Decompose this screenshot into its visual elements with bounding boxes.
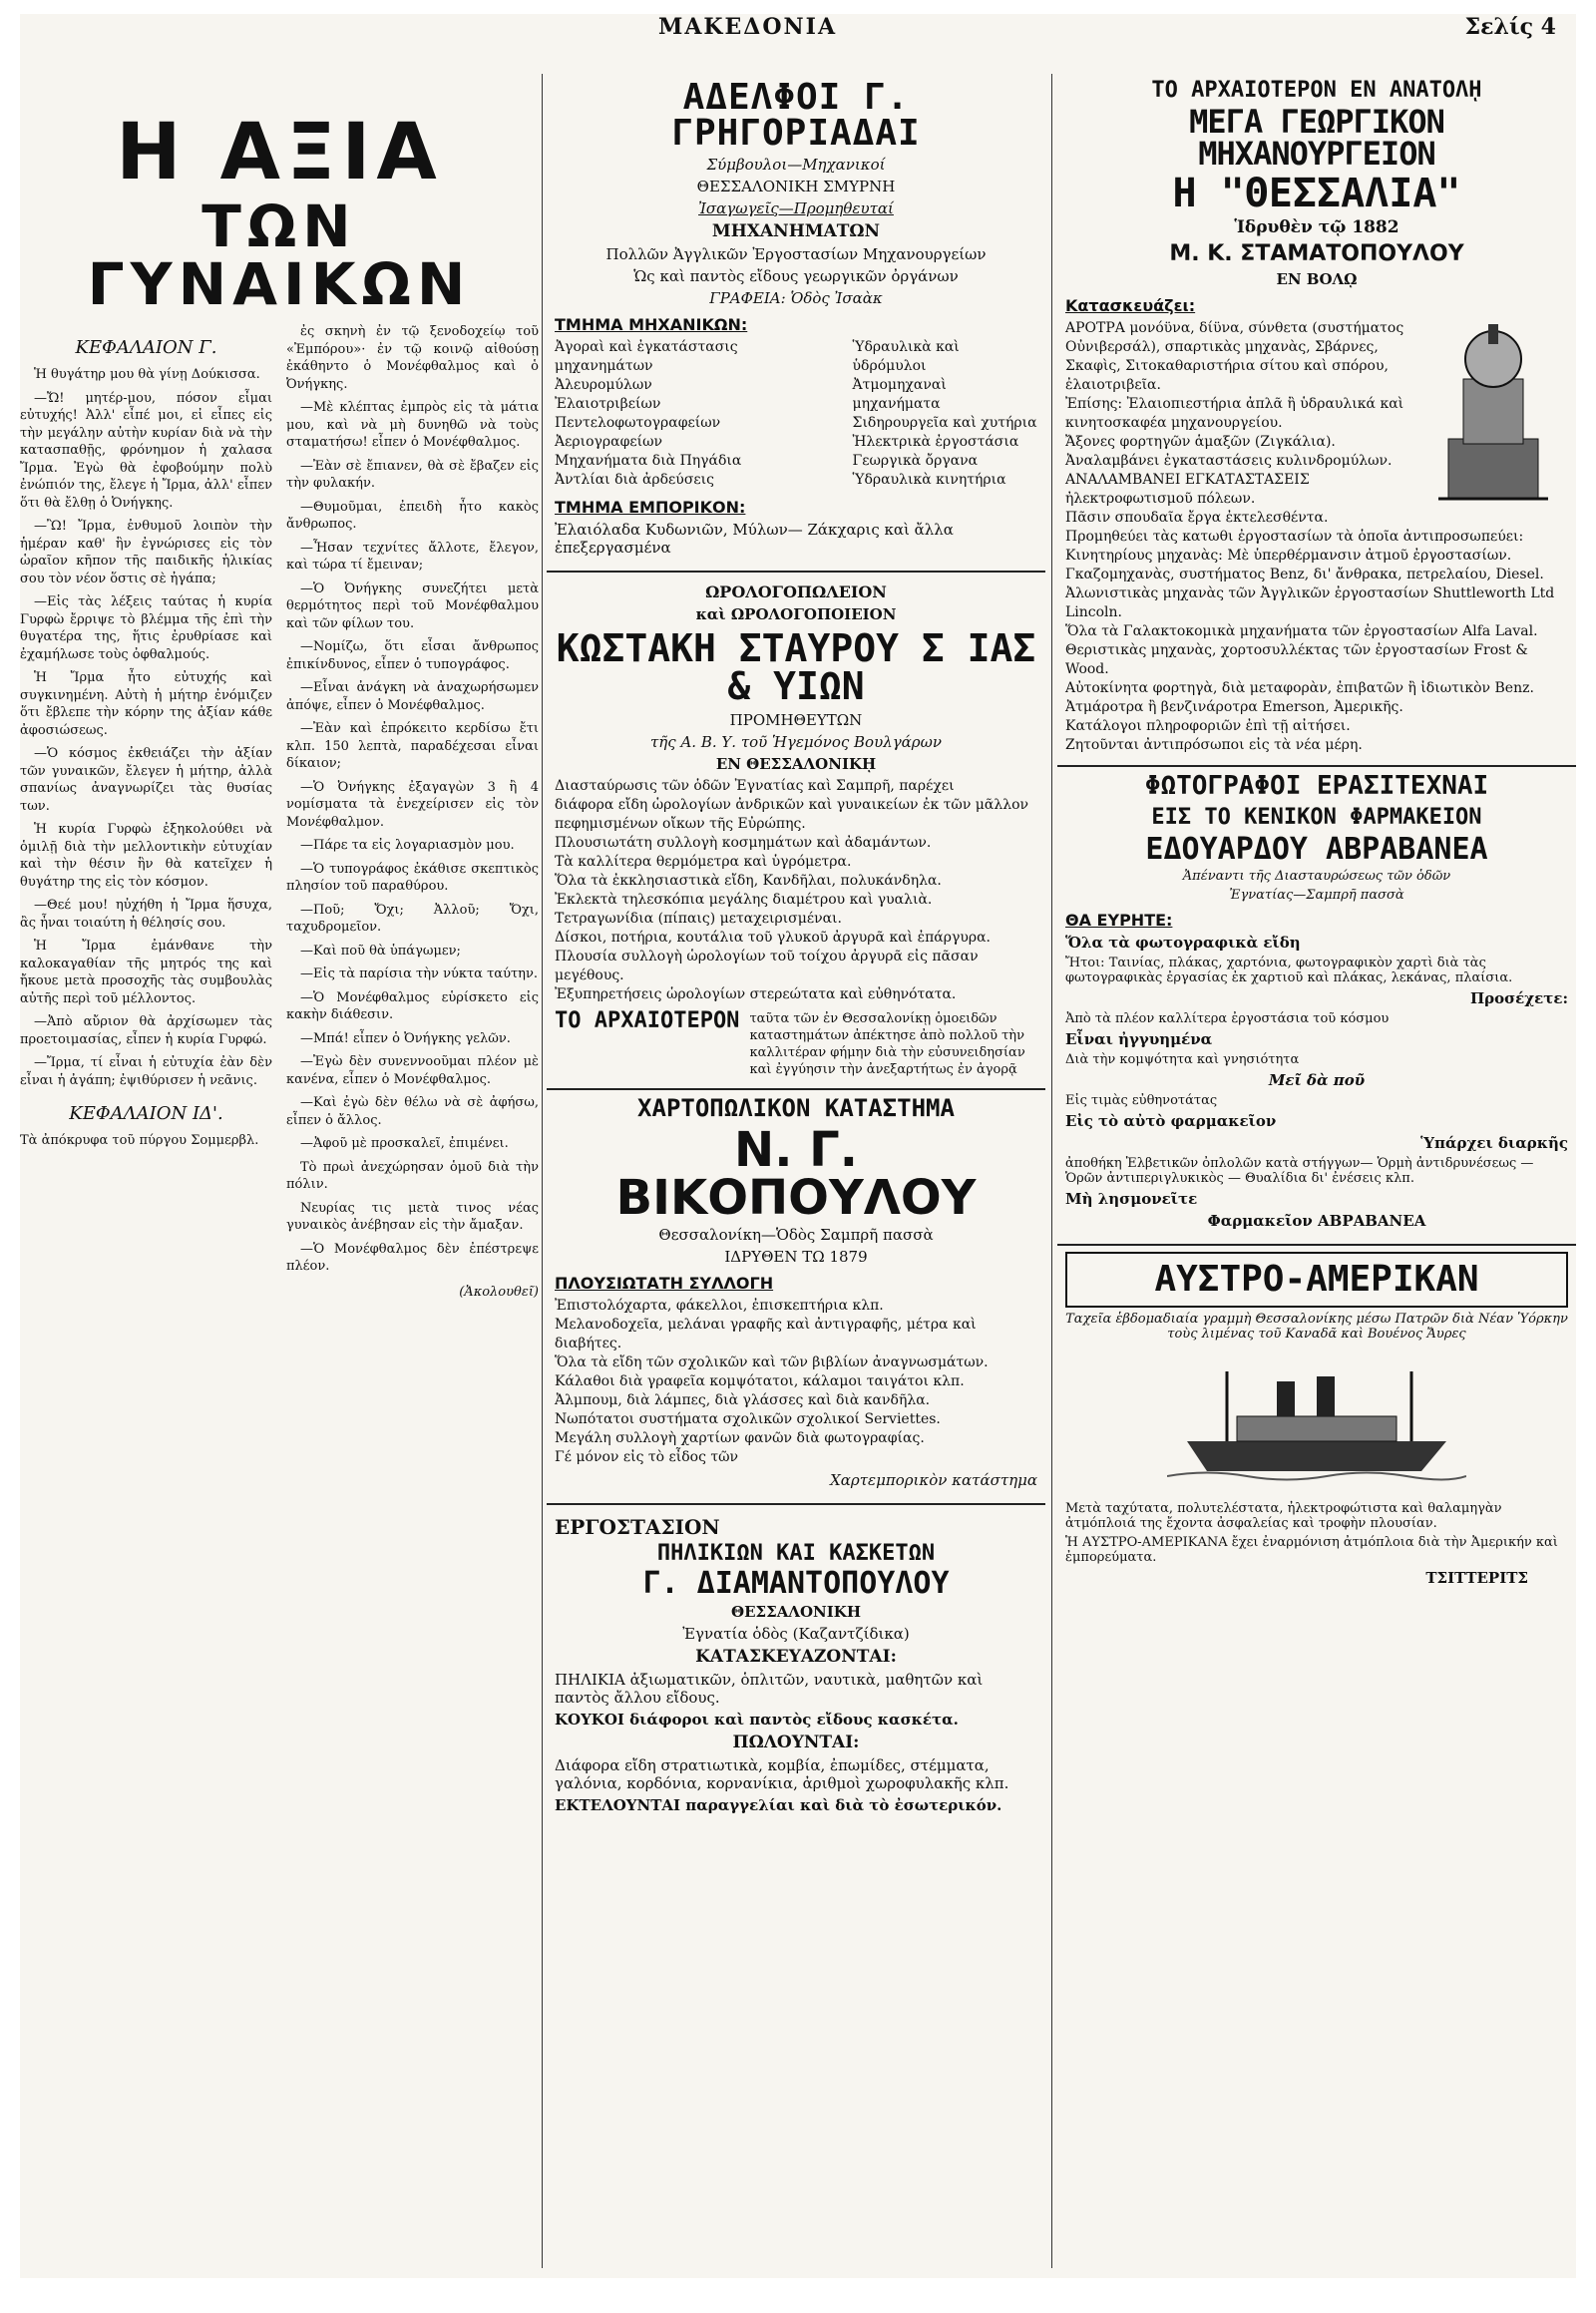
serial-paragraph: —Ὁ Ὀνήγκης ἐξαγαγὼν 3 ἢ 4 νομίσματα τὰ ἐνεχείρισεν εἰς τὸν Μονέφθαλμον.: [286, 779, 539, 830]
serial-paragraph: —Πάρε τα εἰς λογαριασμὸν μου.: [300, 838, 515, 853]
ad-line: Ὅλα τὰ φωτογραφικὰ εἴδη: [1065, 934, 1301, 952]
ad-list-item: Ἄξονες φορτηγῶν ἁμαξῶν (Ζιγκάλια).: [1065, 434, 1336, 450]
ad-stavrou: [547, 573, 1045, 1090]
ad-body: Μετὰ ταχύτατα, πολυτελέστατα, ἠλεκτροφώτιστα καὶ θαλαμηγὰν ἀτμόπλοιά της ἔχοντα ἀσφαλείας καὶ τροφὴν πλουσίαν.: [1065, 1501, 1502, 1531]
ad-list-item: Ἀτμομηχαναὶ μηχανήματα: [852, 377, 947, 412]
serial-right-subcolumn: [286, 323, 539, 1301]
serial-paragraph: —Ὁ Ὀνήγκης συνεζήτει μετὰ θερμότητος περὶ τοῦ Μονέφθαλμου καὶ τῶν φίλων του.: [286, 580, 539, 631]
ad-subtitle: τῆς Α. Β. Υ. τοῦ Ἡγεμόνος Βουλγάρων: [650, 733, 942, 751]
serial-paragraph: —Ἦσαν τεχνίτες ἄλλοτε, ἔλεγον, καὶ τώρα τί ἔμειναν;: [286, 540, 539, 573]
ad-vikopoulou: [547, 1090, 1045, 1505]
ad-line: ἀποθήκη Ἑλβετικῶν ὀπλολῶν κατὰ στήγγων— Ὁρμὴ ἀντιδρυνέσεως — Ὁρῶν ἀντιπεριγλυκικὸς — Θυαλίδια δι' ἐνέσεις κλπ.: [1065, 1156, 1534, 1186]
ad-subtitle: Ἀπέναντι τῆς Διασταυρώσεως τῶν ὁδῶν: [1182, 869, 1451, 884]
ad-list-item: διάφορα εἴδη ὡρολογίων ἀνδρικῶν καὶ γυναικείων ἐκ τῶν μᾶλλον πεφημισμένων οἴκων τῆς Εὐρώπης.: [555, 797, 1029, 832]
ad-list-item: ΑΝΑΛΑΜΒΑΝΕΙ ΕΓΚΑΤΑΣΤΑΣΕΙΣ ἠλεκτροφωτισμοῦ πόλεων.: [1065, 472, 1310, 507]
serial-paragraph: —Ἀπὸ αὔριον θὰ ἀρχίσωμεν τὰς προετοιμασίας, εἶπεν ἡ κυρία Γυρφώ.: [20, 1014, 272, 1047]
ad-list-item: Διασταύρωσις τῶν ὁδῶν Ἐγνατίας καὶ Σαμπρῆ, παρέχει: [555, 778, 955, 794]
machine-illustration-icon: [1418, 319, 1568, 509]
ad-footer-text: Χαρτεμπορικὸν κατάστημα: [830, 1471, 1037, 1489]
serial-paragraph: —Ἐγὼ δὲν συνεννοοῦμαι πλέον μὲ κανένα, εἶπεν ὁ Μονέφθαλμος.: [286, 1054, 539, 1087]
ad-line: Εἶναι ἠγγυημένα: [1065, 1030, 1213, 1048]
serial-title-line2: ΤΩΝ ΓΥΝΑΙΚΩΝ: [87, 193, 472, 318]
ad-footer-text: ταῦτα τῶν ἐν Θεσσαλονίκῃ ὁμοειδῶν καταστημάτων ἀπέκτησε ἀπὸ πολλοῦ τὴν καλλιτέραν φήμην διὰ τὴν εὐσυνειδησίαν καὶ ἐγγύησιν τὴν ἀνεξαρτήτως ἐν ἀγορᾷ: [749, 1011, 1025, 1077]
ad-heading: ΕΡΓΟΣΤΑΣΙΟΝ: [555, 1515, 720, 1539]
ad-subtitle: Ἐγνατίας—Σαμπρῆ πασσὰ: [1229, 888, 1404, 903]
ad-list-item: Ἀγοραὶ καὶ ἐγκατάστασις μηχανημάτων: [555, 339, 738, 374]
serial-paragraph: Νευρίας τις μετὰ τινος νέας γυναικὸς ἀνέβησαν εἰς τὴν ἄμαξαν.: [286, 1200, 539, 1233]
newspaper-name: ΜΑΚΕΔΟΝΙΑ: [658, 14, 838, 40]
ad-subtitle: Ἰσαγωγεῖς—Προμηθευταί: [698, 199, 894, 217]
ad-title: ΑΔΕΛΦΟΙ Γ. ΓΡΗΓΟΡΙΑΔΑΙ: [671, 77, 921, 154]
ad-footer-title: ΤΟ ΑΡΧΑΙΟΤΕΡΟΝ: [555, 1008, 740, 1033]
serial-left-subcolumn: [20, 323, 272, 1301]
ad-thessalia: [1057, 74, 1576, 767]
ad-list-item: Νωπότατοι συστήματα σχολικῶν σχολικοί Serviettes.: [555, 1411, 941, 1427]
ad-list-item: Τετραγωνίδια (πίπαις) μεταχειρισμέναι.: [555, 911, 842, 927]
ad-avravanea: [1057, 767, 1576, 1246]
ad-list-item: Ἀναλαμβάνει ἐγκαταστάσεις κυλινδρομύλων.: [1065, 453, 1393, 469]
ad-heading: ΠΩΛΟΥΝΤΑΙ:: [732, 1733, 860, 1752]
ad-list-item: Δίσκοι, ποτήρια, κουτάλια τοῦ γλυκοῦ ἀργυρᾶ καὶ ἐπάργυρα.: [555, 930, 991, 946]
ad-line: ΕΚΤΕΛΟΥΝΤΑΙ παραγγελίαι καὶ διὰ τὸ ἐσωτερικόν.: [555, 1796, 1002, 1814]
ad-title: ΚΩΣΤΑΚΗ ΣΤΑΥΡΟΥ Σ ΙΑΣ & ΥΙΩΝ: [556, 626, 1036, 708]
ad-list-item: Σιδηρουργεῖα καὶ χυτήρια: [852, 415, 1037, 431]
ad-heading: καὶ ΩΡΟΛΟΓΟΠΟΙΕΙΟΝ: [695, 605, 897, 623]
chapter-heading-end: ΚΕΦΑΛΑΙΟΝ ΙΔ'.: [69, 1103, 223, 1124]
ad-section-heading: ΠΛΟΥΣΙΩΤΑΤΗ ΣΥΛΛΟΓΗ: [555, 1274, 774, 1293]
serial-paragraph: Ἡ θυγάτηρ μου θὰ γίνῃ Δούκισσα.: [34, 367, 260, 382]
ad-section-heading: ΤΜΗΜΑ ΜΗΧΑΝΙΚΩΝ:: [555, 315, 748, 334]
ad-list-item: Ὅλα τὰ Γαλακτοκομικὰ μηχανήματα τῶν ἐργοστασίων Alfa Laval.: [1065, 623, 1538, 639]
ad-subtitle: ΕΝ ΘΕΣΣΑΛΟΝΙΚῌ: [715, 755, 877, 773]
ad-line: Ὑπάρχει διαρκῆς: [1420, 1134, 1568, 1152]
ad-list-item: Ζητοῦνται ἀντιπρόσωποι εἰς τὰ νέα μέρη.: [1065, 737, 1363, 753]
ad-title: ΧΑΡΤΟΠΩΛΙΚΟΝ ΚΑΤΑΣΤΗΜΑ: [637, 1094, 955, 1122]
ad-list-item: Κατάλογοι πληροφοριῶν ἐπὶ τῇ αἰτήσει.: [1065, 718, 1351, 734]
ad-list-item: Ἐπιστολόχαρτα, φάκελλοι, ἐπισκεπτήρια κλπ.: [555, 1298, 884, 1314]
serial-paragraph: —Ὤ! μητέρ-μου, πόσον εἶμαι εὐτυχής! Ἀλλ' εἶπέ μοι, εἰ εἶπες εἰς τὴν μεγάλην αὐτὴν κυρίαν διὰ νὰ τὴν κατασπαθῇς, φρόνημον ἡ χαλασα Ἴρμα. Ἐγὼ θὰ ἐφοβούμην πολὺ ἐνώπιόν της, ἔλεγε ἡ Ἴρμα, ἀλλ' εἶπεν ὅτι θὰ ἔλθῃ ὁ Ὀνήγκης.: [20, 390, 272, 511]
serial-paragraph: Ἡ Ἴρμα ἐμάνθανε τὴν καλοκαγαθίαν τῆς μητρός της καὶ ἤκουε μετὰ προσοχῆς τὰς συμβουλὰς αὐτῆς περὶ τοῦ μέλλοντος.: [20, 939, 272, 1006]
ad-line: Εἰς τὸ αὐτὸ φαρμακεῖον: [1065, 1112, 1277, 1130]
ad-subtitle: Ταχεῖα ἑβδομαδιαία γραμμὴ Θεσσαλονίκης μέσω Πατρῶν διὰ Νέαν Ὑόρκην τοὺς λιμένας τοῦ Καναδᾶ καὶ Βουένος Ἄυρες: [1065, 1312, 1568, 1342]
serial-text-end: Τὰ ἀπόκρυφα τοῦ πύργου Σομμερβλ.: [20, 1133, 259, 1148]
ad-line: Ἀπὸ τὰ πλέον καλλίτερα ἐργοστάσια τοῦ κόσμου: [1065, 1011, 1390, 1026]
ad-line: Ὡς καὶ παντὸς εἴδους γεωργικῶν ὀργάνων: [633, 267, 959, 285]
ad-grigoriadai: [547, 74, 1045, 573]
ad-list: [555, 338, 839, 490]
ad-list-item: Ἐλαιοτριβείων: [555, 396, 661, 412]
page-number: Σελίς 4: [1464, 14, 1556, 40]
ad-subtitle: ΕΝ ΒΟΛῼ: [1276, 270, 1358, 288]
serial-paragraph: Ἡ κυρία Γυρφὼ ἐξηκολούθει νὰ ὁμιλῇ διὰ τὴν μελλοντικὴν εὐτυχίαν καὶ τὴν θέσιν ἣν θὰ κατεῖχεν ἡ θυγάτηρ της εἰς τὸν κόσμον.: [20, 822, 272, 890]
ad-list-item: Πλουσιωτάτη συλλογὴ κοσμημάτων καὶ ἀδαμάντων.: [555, 835, 932, 851]
ad-list-item: Πλουσία συλλογὴ ὡρολογίων τοῦ τοίχου ἀργυρᾶ εἰς πᾶσαν μεγέθους.: [555, 949, 979, 983]
ad-section-heading: ΘΑ ΕΥΡΗΤΕ:: [1065, 911, 1173, 930]
serial-paragraph: —Ἐὰν καὶ ἐπρόκειτο κερδίσω ἔτι κλπ. 150 λεπτὰ, παραδέχεσαι εἶναι δίκαιον;: [286, 721, 539, 771]
ad-line: Ἐλαιόλαδα Κυδωνιῶν, Μύλων— Ζάκχαρις καὶ ἄλλα ἐπεξεργασμένα: [555, 521, 954, 557]
ad-list-item: Γεωργικὰ ὄργανα: [852, 453, 979, 469]
serial-paragraph: —Ὁ τυπογράφος ἐκάθισε σκεπτικὸς πλησίον τοῦ παραθύρου.: [286, 861, 539, 894]
continued-note: (Ἀκολουθεῖ): [459, 1284, 539, 1300]
ad-list-item: Γκαζομηχανὰς, συστήματος Benz, δι' ἄνθρακα, πετρελαίου, Diesel.: [1065, 567, 1544, 582]
ad-subtitle: Θεσσαλονίκη—Ὁδὸς Σαμπρῆ πασσὰ: [658, 1226, 934, 1244]
ad-list-item: Ὑδραυλικὰ κινητήρια: [852, 472, 1006, 488]
ad-list-item: Ἐξυπηρετήσεις ὡρολογίων στερεώτατα καὶ εὐθηνότατα.: [555, 986, 957, 1002]
middle-ad-column: [547, 74, 1045, 2268]
ad-title: ΕΔΟΥΑΡΔΟΥ ΑΒΡΑΒΑΝΕΑ: [1145, 832, 1488, 867]
ad-list-item: Κινητηρίους μηχανὰς: Μὲ ὑπερθέρμανσιν ἀτμοῦ ἐργοστασίων.: [1065, 548, 1512, 564]
ad-title: Ν. Γ. ΒΙΚΟΠΟΥΛΟΥ: [615, 1122, 977, 1226]
ad-list-item: Ὅλα τὰ ἐκκλησιαστικὰ εἴδη, Κανδῆλαι, πολυκάνδηλα.: [555, 873, 942, 889]
ad-list-item: Αὐτοκίνητα φορτηγὰ, διὰ μεταφορὰν, ἐπιβατῶν ἢ ἰδιωτικὸν Benz.: [1065, 680, 1534, 696]
serial-paragraph: —Θυμοῦμαι, ἐπειδὴ ἦτο κακὸς ἄνθρωπος.: [286, 499, 539, 532]
ad-title: ΜΕΓΑ ΓΕΩΡΓΙΚΟΝ ΜΗΧΑΝΟΥΡΓΕΙΟΝ: [1189, 103, 1444, 173]
serial-paragraph: —Ἐὰν σὲ ἔπιανεν, θὰ σὲ ἔβαζεν εἰς τὴν φυλακήν.: [286, 458, 539, 491]
serial-column: [20, 74, 539, 2268]
ad-section-heading: ΤΜΗΜΑ ΕΜΠΟΡΙΚΟΝ:: [555, 498, 746, 517]
ad-line: Ἤτοι: Ταινίας, πλάκας, χαρτόνια, φωτογραφικὸν χαρτὶ διὰ τὰς φωτογραφικὰς ἐργασίας ἐκ χαρτιοῦ καὶ πλάκας, λεκάνας, πλαίσια.: [1065, 956, 1513, 985]
serial-paragraph: —Ὁ Μονέφθαλμος δὲν ἐπέστρεψε πλέον.: [286, 1241, 539, 1274]
ad-list-item: Θεριστικὰς μηχανὰς, χορτοσυλλέκτας τῶν ἐργοστασίων Frost & Wood.: [1065, 642, 1528, 677]
serial-paragraph: —Ἀφοῦ μὲ προσκαλεῖ, ἐπιμένει.: [300, 1136, 509, 1151]
ad-list-item: Ἀντλίαι διὰ ἀρδεύσεις: [555, 472, 714, 488]
ad-list-item: Ἀλωνιστικὰς μηχανὰς τῶν Ἀγγλικῶν ἐργοστασίων Shuttleworth Ltd Lincoln.: [1065, 585, 1555, 620]
chapter-heading: ΚΕΦΑΛΑΙΟΝ Γ.: [75, 337, 217, 358]
ad-line: ΚΟΥΚΟΙ διάφοροι καὶ παντὸς εἴδους κασκέτα.: [555, 1711, 959, 1729]
serial-paragraph: —Μὲ κλέπτας ἐμπρὸς εἰς τὰ μάτια μου, καὶ νὰ μὴ δυνηθῶ νὰ τοὺς σταματήσω! εἶπεν ὁ Μονέφθαλμος.: [286, 400, 539, 450]
ad-list-item: Ἀεριογραφείων: [555, 434, 663, 450]
serial-paragraph: ἐς σκηνὴ ἐν τῷ ξενοδοχείῳ τοῦ «Ἐμπόρου»· ἐν τῷ κοινῷ αἰθούσῃ ἐκάθηντο ὁ Μονέφθαλμος καὶ ὁ Ὀνήγκης.: [286, 324, 539, 392]
serial-paragraph: —Εἰς τὰς λέξεις ταύτας ἡ κυρία Γυρφὼ ἔρριψε τὸ βλέμμα τῆς ἐπὶ τὴν θυγατέρα της, ἥτις ἐρυθρίασε καὶ ἐχαμήλωσε τοὺς ὀφθαλμούς.: [20, 594, 272, 662]
newspaper-page: [20, 14, 1576, 2278]
ad-list-item: Ἠλεκτρικὰ ἐργοστάσια: [852, 434, 1019, 450]
ad-subtitle: ΙΔΡΥΘΕΝ ΤΩ 1879: [724, 1248, 868, 1266]
ad-title: ΦΩΤΟΓΡΑΦΟΙ ΕΡΑΣΙΤΕΧΝΑΙ: [1144, 771, 1489, 801]
ad-austro-americana: [1057, 1246, 1576, 1601]
serial-paragraph: —Θεέ μου! ηὐχήθη ἡ Ἴρμα ἥσυχα, ἂς ἦναι τοιαύτη ἡ θέλησίς σου.: [20, 898, 272, 931]
ad-list-item: Μεγάλη συλλογὴ χαρτίων φανῶν διὰ φωτογραφίας.: [555, 1430, 925, 1446]
serial-paragraph: —Εἰς τὰ παρίσια τὴν νύκτα ταύτην.: [300, 966, 538, 981]
ad-list-item: Προμηθεύει τὰς κατωθι ἐργοστασίων τὰ ὁποῖα ἀντιπροσωπεύει:: [1065, 529, 1524, 545]
serial-text: [20, 366, 272, 1089]
ad-title: ΕΙΣ ΤΟ ΚΕΝΙΚΟΝ ΦΑΡΜΑΚΕΙΟΝ: [1151, 805, 1482, 830]
serial-paragraph: Τὸ πρωὶ ἀνεχώρησαν ὁμοῦ διὰ τὴν πόλιν.: [286, 1159, 539, 1192]
masthead: [20, 14, 1576, 74]
serial-title-line1: Η ΑΞΙΑ: [116, 108, 443, 197]
serial-paragraph: —Ὁ Μονέφθαλμος εὑρίσκετο εἰς κακὴν διάθεσιν.: [286, 989, 539, 1022]
ad-line: Πολλῶν Ἀγγλικῶν Ἐργοστασίων Μηχανουργείων: [605, 245, 987, 263]
ad-list-item: Γέ μόνον εἰς τὸ εἶδος τῶν: [555, 1449, 739, 1465]
ad-heading: ΜΗΧΑΝΗΜΑΤΩΝ: [711, 221, 881, 241]
ad-subtitle: ΘΕΣΣΑΛΟΝΙΚΗ: [731, 1603, 861, 1621]
right-ad-column: [1057, 74, 1576, 2268]
serial-paragraph: —Ποῦ; Ὄχι; Ἀλλοῦ; Ὄχι, ταχυδρομεῖον.: [286, 902, 539, 935]
steamship-icon: [1167, 1351, 1466, 1491]
ad-line: Φαρμακεῖον ΑΒΡΑΒΑΝΕΑ: [1207, 1212, 1426, 1230]
ad-title: Η "ΘΕΣΣΑΛΙΑ": [1172, 171, 1461, 216]
ad-section-heading: Κατασκευάζει:: [1065, 296, 1196, 315]
serial-paragraph: —Καὶ ἐγὼ δὲν θέλω νὰ σὲ ἀφήσω, εἶπεν ὁ ἄλλος.: [286, 1095, 539, 1128]
ad-line: Μὴ λησμονεῖτε: [1065, 1190, 1198, 1208]
ad-agent: ΤΣΙΤΤΕΡΙΤΣ: [1425, 1569, 1528, 1587]
ad-line: Μεῖ δὰ ποῦ: [1268, 1071, 1366, 1089]
ad-title: ΑΥΣΤΡΟ-ΑΜΕΡΙΚΑΝ: [1065, 1252, 1568, 1308]
ad-subtitle: ΘΕΣΣΑΛΟΝΙΚΗ ΣΜΥΡΝΗ: [696, 178, 896, 195]
serial-paragraph: —Ὢ! Ἴρμα, ἐνθυμοῦ λοιπὸν τὴν ἡμέραν καθ' ἣν ἐγνώρισες εἰς τὸν ὡραῖον κῆπον τῆς παιδικῆς ἡλικίας σου τὸν νέον ὅστις σὲ ἠγάπα;: [20, 519, 272, 586]
ad-line: Διὰ τὴν κομψότητα καὶ γνησιότητα: [1065, 1052, 1300, 1067]
serial-paragraph: —Ὁ κόσμος ἐκθειάζει τὴν ἀξίαν τῶν γυναικῶν, ἔλεγεν ἡ μήτηρ, ἀλλὰ σπανίως ἀναγνωρίζει τὰς θυσίας των.: [20, 746, 272, 814]
ad-list: [555, 777, 1037, 1004]
ad-list-item: Ἐκλεκτὰ τηλεσκόπια μεγάλης διαμέτρου καὶ γυαλιὰ.: [555, 892, 933, 908]
serial-paragraph: —Μπά! εἶπεν ὁ Ὀνήγκης γελῶν.: [300, 1030, 511, 1046]
ad-list-item: Ὅλα τὰ εἴδη τῶν σχολικῶν καὶ τῶν βιβλίων ἀναγνωσμάτων.: [555, 1354, 989, 1370]
serial-paragraph: Ἡ Ἴρμα ἦτο εὐτυχής καὶ συγκινημένη. Αὐτὴ ἡ μήτηρ ἐνόμιζεν ὅτι ἔβλεπε τὴν κόρην της ἀξίαν κάθε ἀφοσιώσεως.: [20, 670, 272, 738]
ad-title: Γ. ΔΙΑΜΑΝΤΟΠΟΥΛΟΥ: [642, 1566, 950, 1601]
ad-list-item: Τὰ καλλίτερα θερμόμετρα καὶ ὑγρόμετρα.: [555, 854, 852, 870]
ad-heading: ΤΟ ΑΡΧΑΙΟΤΕΡΟΝ ΕΝ ΑΝΑΤΟΛῌ: [1151, 78, 1482, 103]
ad-subtitle: ΠΡΟΜΗΘΕΥΤΩΝ: [729, 711, 863, 729]
ad-list-item: ΑΡΟΤΡΑ μονόϋνα, δίϋνα, σύνθετα (συστήματος Οὐνιβερσάλ), σπαρτικὰς μηχανὰς, Σβάρνες, Σκαφὶς, Σιτοκαθαριστήρια σίτου καὶ σπόρου, ἐλαιοτριβεῖα.: [1065, 320, 1404, 393]
ad-list-item: Ὑδραυλικὰ καὶ ὑδρόμυλοι: [852, 339, 960, 374]
ad-subtitle: Ἐγνατία ὁδὸς (Καζαντζίδικα): [682, 1625, 910, 1643]
serial-paragraph: —Καὶ ποῦ θὰ ὑπάγωμεν;: [300, 943, 461, 959]
ad-list-item: Ἐπίσης: Ἐλαιοπιεστήρια ἀπλᾶ ἢ ὑδραυλικά καὶ κινητοσκαφέα μηχανουργείου.: [1065, 396, 1404, 431]
ad-list-item: Μηχανήματα διὰ Πηγάδια: [555, 453, 742, 469]
ad-list-item: Ἀλευρομύλων: [555, 377, 652, 393]
ad-subtitle: Μ. Κ. ΣΤΑΜΑΤΟΠΟΥΛΟΥ: [1169, 241, 1464, 266]
ad-line: Διάφορα εἴδη στρατιωτικὰ, κομβία, ἐπωμίδες, στέμματα, γαλόνια, κορδόνια, κορνανίκια, ἀριθμοὶ χωροφυλακῆς κλπ.: [555, 1756, 1009, 1792]
ad-subtitle: Σύμβουλοι—Μηχανικοί: [706, 156, 886, 174]
ad-list-item: Ἀτμάροτρα ἢ βενζινάροτρα Emerson, Ἀμερικῆς.: [1065, 699, 1403, 715]
serial-paragraph: —Ἴρμα, τί εἶναι ἡ εὐτυχία ἐὰν δὲν εἶναι ἡ ἀγάπη; ἐψιθύρισεν ἡ νεᾶνις.: [20, 1055, 272, 1088]
ad-list: [853, 338, 1037, 490]
ad-diamantopoulou: [547, 1505, 1045, 1828]
serial-paragraph: —Εἶναι ἀνάγκη νὰ ἀναχωρήσωμεν ἀπόψε, εἶπεν ὁ Μονέφθαλμος.: [286, 680, 539, 713]
ad-list-item: Ἀλμπουμ, διὰ λάμπες, διὰ γλάσσες καὶ διὰ κανδῆλα.: [555, 1392, 931, 1408]
serial-paragraph: —Νομίζω, ὅτι εἶσαι ἄνθρωπος ἐπικίνδυνος, εἶπεν ὁ τυπογράφος.: [286, 639, 539, 672]
ad-heading: ΩΡΟΛΟΓΟΠΩΛΕΙΟΝ: [705, 582, 887, 601]
serial-text-continued: [286, 323, 539, 1276]
ad-list-item: Πᾶσιν σπουδαῖα ἔργα ἐκτελεσθέντα.: [1065, 510, 1329, 526]
ad-subtitle: Ἱδρυθὲν τῷ 1882: [1234, 217, 1399, 237]
ad-list-item: Μελανοδοχεῖα, μελάναι γραφῆς καὶ ἀντιγραφῆς, μέτρα καὶ διαβήτες.: [555, 1317, 977, 1351]
column-rule: [542, 74, 543, 2268]
ad-heading: ΚΑΤΑΣΚΕΥΑΖΟΝΤΑΙ:: [695, 1647, 897, 1667]
ad-body: Ἡ ΑΥΣΤΡΟ-ΑΜΕΡΙΚΑΝΑ ἔχει ἐναρμόνιση ἀτμόπλοια διὰ τὴν Ἀμερικήν καὶ ἐμπορεύματα.: [1065, 1535, 1558, 1565]
ad-line: Εἰς τιμὰς εὐθηνοτάτας: [1065, 1093, 1218, 1108]
ad-line: ΓΡΑΦΕΙΑ: Ὁδὸς Ἰσαὰκ: [709, 289, 883, 307]
ad-title: ΠΗΛΙΚΙΩΝ ΚΑΙ ΚΑΣΚΕΤΩΝ: [656, 1541, 936, 1566]
ad-list: [555, 1297, 1037, 1467]
ad-line: Προσέχετε:: [1469, 989, 1568, 1007]
ad-list-item: Πεντελοφωτογραφείων: [555, 415, 721, 431]
ad-list-item: Κάλαθοι διὰ γραφεῖα κομψότατοι, κάλαμοι ταιγάτοι κλπ.: [555, 1373, 965, 1389]
ad-line: ΠΗΛΙΚΙΑ ἀξιωματικῶν, ὁπλιτῶν, ναυτικὰ, μαθητῶν καὶ παντὸς ἄλλου εἴδους.: [555, 1671, 984, 1707]
column-rule: [1051, 74, 1052, 2268]
